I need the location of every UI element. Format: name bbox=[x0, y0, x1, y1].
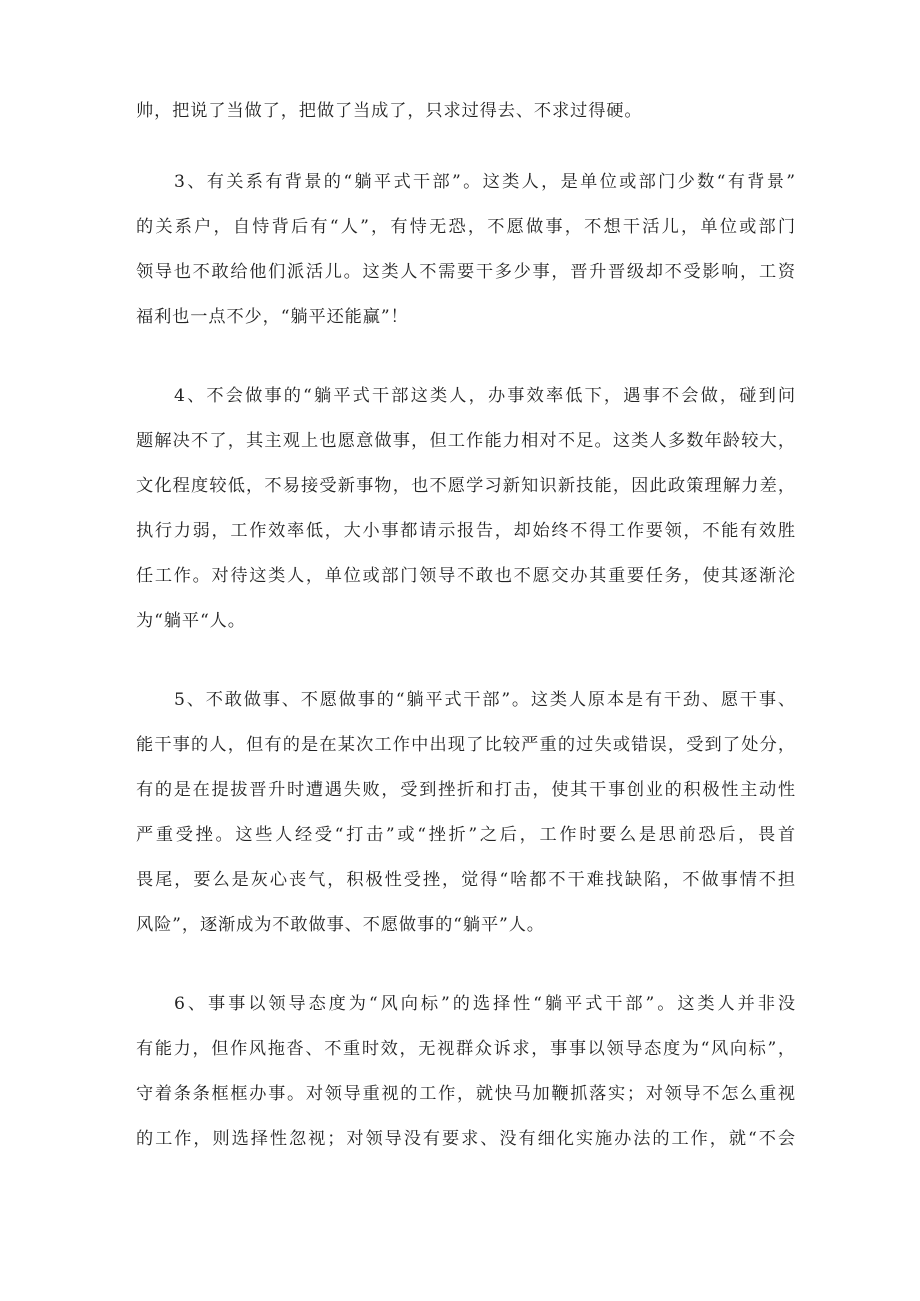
paragraph-6-line-1: 6、事事以领导态度为“风向标”的选择性“躺平式干部”。这类人并非没 bbox=[174, 994, 796, 1014]
paragraph-4-line-6: 为“躺平“人。 bbox=[136, 611, 246, 631]
paragraph-4-line-2: 题解决不了，其主观上也愿意做事，但工作能力相对不足。这类人多数年龄较大， bbox=[136, 431, 796, 451]
paragraph-5-line-4: 严重受挫。这些人经受“打击”或“挫折”之后，工作时要么是思前恐后，畏首 bbox=[136, 825, 796, 845]
paragraph-5-line-6: 风险”，逐渐成为不敢做事、不愿做事的“躺平”人。 bbox=[136, 915, 545, 935]
paragraph-3-line-4: 福利也一点不少，“躺平还能赢”！ bbox=[136, 307, 409, 327]
paragraph-5-line-5: 畏尾，要么是灰心丧气，积极性受挫，觉得“啥都不干难找缺陷，不做事情不担 bbox=[136, 870, 796, 890]
paragraph-6-line-3: 守着条条框框办事。对领导重视的工作，就快马加鞭抓落实；对领导不怎么重视 bbox=[136, 1084, 796, 1104]
paragraph-4-line-1: 4、不会做事的“躺平式干部这类人，办事效率低下，遇事不会做，碰到问 bbox=[174, 386, 796, 406]
paragraph-5-line-1: 5、不敢做事、不愿做事的“躺平式干部”。这类人原本是有干劲、愿干事、 bbox=[174, 690, 796, 710]
paragraph-4-line-4: 执行力弱，工作效率低，大小事都请示报告，却始终不得工作要领，不能有效胜 bbox=[136, 521, 796, 541]
paragraph-4-line-5: 任工作。对待这类人，单位或部门领导不敢也不愿交办其重要任务，使其逐渐沦 bbox=[136, 566, 796, 586]
paragraph-3-line-3: 领导也不敢给他们派活儿。这类人不需要干多少事，晋升晋级却不受影响，工资 bbox=[136, 262, 796, 282]
paragraph-6-line-4: 的工作，则选择性忽视；对领导没有要求、没有细化实施办法的工作，就“不会 bbox=[136, 1129, 796, 1149]
paragraph-5-line-3: 有的是在提拔晋升时遭遇失败，受到挫折和打击，使其干事创业的积极性主动性 bbox=[136, 780, 796, 800]
paragraph-line: 帅，把说了当做了，把做了当成了，只求过得去、不求过得硬。 bbox=[136, 101, 643, 121]
paragraph-3-line-1: 3、有关系有背景的“躺平式干部”。这类人，是单位或部门少数“有背景” bbox=[174, 172, 796, 192]
paragraph-5-line-2: 能干事的人，但有的是在某次工作中出现了比较严重的过失或错误，受到了处分， bbox=[136, 735, 796, 755]
paragraph-6-line-2: 有能力，但作风拖沓、不重时效，无视群众诉求，事事以领导态度为“风向标”， bbox=[136, 1039, 796, 1059]
paragraph-4-line-3: 文化程度较低，不易接受新事物，也不愿学习新知识新技能，因此政策理解力差， bbox=[136, 476, 796, 496]
paragraph-3-line-2: 的关系户，自恃背后有“人”，有恃无恐，不愿做事，不想干活儿，单位或部门 bbox=[136, 217, 796, 237]
